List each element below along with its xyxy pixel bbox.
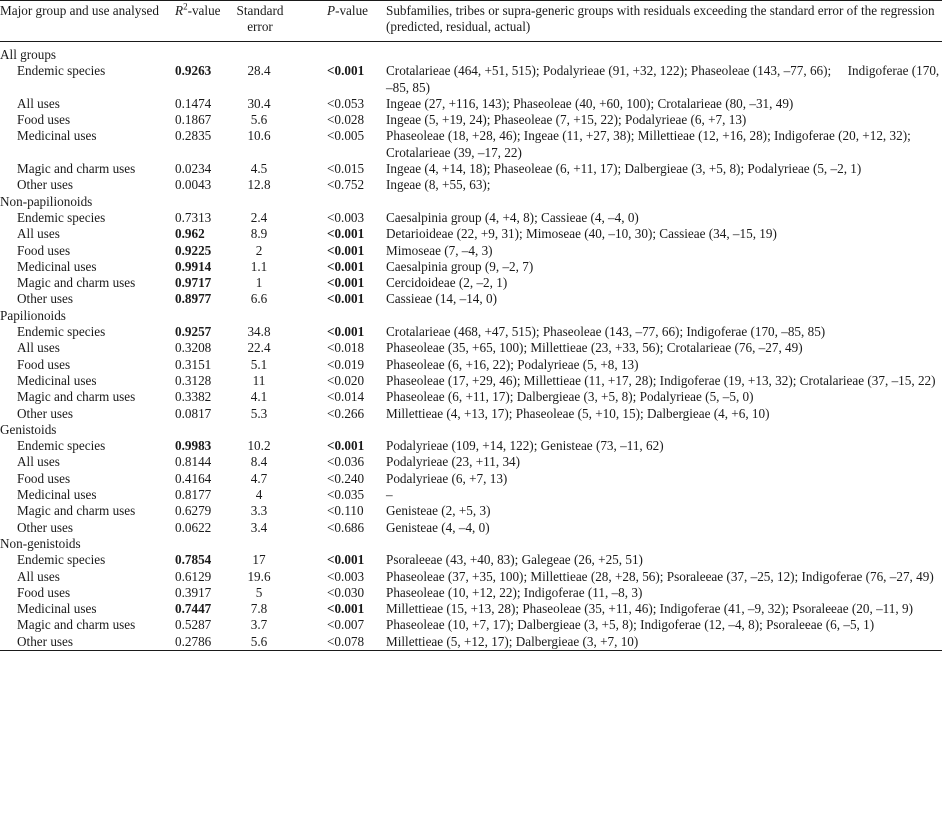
group-label: All groups xyxy=(0,47,57,62)
use-label: Magic and charm uses xyxy=(17,275,136,291)
use-label: Endemic species xyxy=(17,552,106,568)
residuals-text: Phaseoleae (18, +28, 46); Ingeae (11, +27, 38); Millettieae (12, +16, 28); Indigoferae (20, +12, 32); Crotalarieae (39, –17, 22) xyxy=(386,128,911,160)
standard-error-value: 30.4 xyxy=(247,95,271,111)
p-value: <0.240 xyxy=(327,470,365,486)
residuals-text: Podalyrieae (6, +7, 13) xyxy=(386,470,508,486)
table-header xyxy=(0,1,942,42)
r2-value: 0.6279 xyxy=(175,503,212,519)
residuals-text: Mimoseae (7, –4, 3) xyxy=(386,242,493,258)
residuals-text: Crotalarieae (468, +47, 515); Phaseoleae (143, –77, 66); Indigoferae (170, –85, 85) xyxy=(386,324,826,340)
r2-value: 0.0043 xyxy=(175,177,212,193)
group-header-row xyxy=(0,194,942,210)
table-row xyxy=(0,324,942,340)
table-row xyxy=(0,569,942,585)
residuals-text: Cassieae (14, –14, 0) xyxy=(386,291,497,307)
r2-value: 0.3917 xyxy=(175,584,212,600)
p-value: <0.015 xyxy=(327,161,365,177)
residuals-text: Cercidoideae (2, –2, 1) xyxy=(386,275,508,291)
residuals-text: Phaseoleae (10, +12, 22); Indigoferae (11, –8, 3) xyxy=(386,584,643,600)
standard-error-value: 1 xyxy=(255,275,263,291)
standard-error-value: 4.1 xyxy=(250,389,268,405)
use-label: Magic and charm uses xyxy=(17,503,136,519)
standard-error-value: 10.6 xyxy=(247,128,271,144)
p-value: <0.110 xyxy=(327,503,364,519)
table-row xyxy=(0,243,942,259)
table-row xyxy=(0,520,942,536)
p-value: <0.078 xyxy=(327,633,365,649)
use-label: Endemic species xyxy=(17,209,106,225)
group-header-row xyxy=(0,308,942,324)
p-value: <0.036 xyxy=(327,454,365,470)
use-label: Other uses xyxy=(17,177,74,193)
residuals-text: Ingeae (8, +55, 63); xyxy=(386,177,491,193)
r2-value: 0.8977 xyxy=(175,291,212,307)
use-label: Medicinal uses xyxy=(17,128,97,144)
standard-error-value: 5.1 xyxy=(250,356,268,372)
r2-value: 0.2835 xyxy=(175,128,212,144)
r2-value: 0.0622 xyxy=(175,519,212,535)
table-row xyxy=(0,357,942,373)
residuals-text: Ingeae (5, +19, 24); Phaseoleae (7, +15, 22); Podalyrieae (6, +7, 13) xyxy=(386,112,747,128)
standard-error-value: 2.4 xyxy=(250,209,268,225)
use-label: Medicinal uses xyxy=(17,372,97,388)
header-group-use-label: Major group and use analysed xyxy=(0,3,159,18)
residuals-text: Ingeae (27, +116, 143); Phaseoleae (40, +60, 100); Crotalarieae (80, –31, 49) xyxy=(386,95,794,111)
use-label: Other uses xyxy=(17,291,74,307)
use-label: Other uses xyxy=(17,633,74,649)
r2-value: 0.3128 xyxy=(175,372,212,388)
group-label: Papilionoids xyxy=(0,307,66,323)
table-row xyxy=(0,601,942,617)
use-label: Magic and charm uses xyxy=(17,161,136,177)
standard-error-value: 5.6 xyxy=(250,112,268,128)
standard-error-value: 19.6 xyxy=(247,568,271,584)
use-label: Magic and charm uses xyxy=(17,617,136,633)
table-row xyxy=(0,226,942,242)
residuals-text: Millettieae (5, +12, 17); Dalbergieae (3, +7, 10) xyxy=(386,633,639,649)
p-value: <0.001 xyxy=(327,324,365,340)
p-value: <0.001 xyxy=(327,258,365,274)
standard-error-value: 5.6 xyxy=(250,633,268,649)
table-row xyxy=(0,585,942,601)
r2-value: 0.7447 xyxy=(175,601,212,617)
residuals-text: Crotalarieae (464, +51, 515); Podalyrieae (91, +32, 122); Phaseoleae (143, –77, 66); Indigoferae (170, –85, 85) xyxy=(386,63,940,95)
standard-error-value: 4.5 xyxy=(250,161,268,177)
group-label: Non-genistoids xyxy=(0,535,81,551)
standard-error-value: 4 xyxy=(255,487,263,503)
header-r2-suffix: -value xyxy=(187,3,221,18)
standard-error-value: 4.7 xyxy=(250,470,268,486)
r2-value: 0.9983 xyxy=(175,438,212,454)
residuals-text: Phaseoleae (37, +35, 100); Millettieae (28, +28, 56); Psoraleeae (37, –25, 12); Indigoferae (76, –27, 49) xyxy=(386,568,934,584)
use-label: All uses xyxy=(17,568,60,584)
table-row xyxy=(0,161,942,177)
p-value: <0.003 xyxy=(327,568,365,584)
standard-error-value: 6.6 xyxy=(250,291,268,307)
p-value: <0.001 xyxy=(327,601,365,617)
header-p-symbol: P xyxy=(327,3,336,18)
r2-value: 0.8144 xyxy=(175,454,212,470)
standard-error-value: 5 xyxy=(255,584,263,600)
table-row xyxy=(0,552,942,568)
table-row xyxy=(0,373,942,389)
table-row xyxy=(0,389,942,405)
standard-error-value: 1.1 xyxy=(250,258,268,274)
p-value: <0.035 xyxy=(327,487,365,503)
r2-value: 0.8177 xyxy=(175,487,212,503)
use-label: Food uses xyxy=(17,356,71,372)
use-label: Endemic species xyxy=(17,63,106,79)
standard-error-value: 8.9 xyxy=(250,226,268,242)
use-label: Food uses xyxy=(17,584,71,600)
residuals-text: Podalyrieae (109, +14, 122); Genisteae (73, –11, 62) xyxy=(386,438,664,454)
r2-value: 0.0817 xyxy=(175,405,212,421)
use-label: All uses xyxy=(17,95,60,111)
table-row xyxy=(0,487,942,503)
r2-value: 0.4164 xyxy=(175,470,212,486)
p-value: <0.001 xyxy=(327,242,365,258)
table-row xyxy=(0,503,942,519)
table-row xyxy=(0,210,942,226)
r2-value: 0.3151 xyxy=(175,356,212,372)
p-value: <0.001 xyxy=(327,275,365,291)
group-header-row xyxy=(0,42,942,64)
residuals-text: Ingeae (4, +14, 18); Phaseoleae (6, +11, 17); Dalbergieae (3, +5, 8); Podalyrieae (5, –2, 1) xyxy=(386,161,862,177)
standard-error-value: 3.7 xyxy=(250,617,268,633)
residuals-text: Caesalpinia group (9, –2, 7) xyxy=(386,258,534,274)
p-value: <0.266 xyxy=(327,405,365,421)
standard-error-value: 8.4 xyxy=(250,454,268,470)
standard-error-value: 28.4 xyxy=(247,63,271,79)
residuals-text: Phaseoleae (6, +16, 22); Podalyrieae (5, +8, 13) xyxy=(386,356,639,372)
residuals-text: Psoraleeae (43, +40, 83); Galegeae (26, +25, 51) xyxy=(386,552,643,568)
use-label: Medicinal uses xyxy=(17,601,97,617)
header-group-use xyxy=(0,1,162,42)
p-value: <0.030 xyxy=(327,584,365,600)
standard-error-value: 11 xyxy=(252,372,266,388)
r2-value: 0.5287 xyxy=(175,617,212,633)
table-row xyxy=(0,291,942,307)
table-row xyxy=(0,112,942,128)
use-label: All uses xyxy=(17,454,60,470)
group-header-row xyxy=(0,536,942,552)
standard-error-value: 10.2 xyxy=(247,438,271,454)
p-value: <0.686 xyxy=(327,519,365,535)
r2-value: 0.7854 xyxy=(175,552,212,568)
residuals-text: Podalyrieae (23, +11, 34) xyxy=(386,454,521,470)
table-row xyxy=(0,177,942,193)
standard-error-value: 5.3 xyxy=(250,405,268,421)
header-r2-sup: 2 xyxy=(183,1,188,12)
table-row xyxy=(0,259,942,275)
group-label: Non-papilionoids xyxy=(0,193,93,209)
r2-value: 0.962 xyxy=(175,226,205,242)
header-r2-symbol: R xyxy=(175,3,184,18)
use-label: Food uses xyxy=(17,470,71,486)
p-value: <0.014 xyxy=(327,389,365,405)
p-value: <0.028 xyxy=(327,112,365,128)
p-value: <0.005 xyxy=(327,128,365,144)
table-row xyxy=(0,634,942,651)
r2-value: 0.1867 xyxy=(175,112,212,128)
residuals-text: Phaseoleae (17, +29, 46); Millettieae (11, +17, 28); Indigoferae (19, +13, 32); Crotalarieae (37, –15, 22) xyxy=(386,372,936,388)
residuals-text: Detarioideae (22, +9, 31); Mimoseae (40, –10, 30); Cassieae (34, –15, 19) xyxy=(386,226,777,242)
residuals-text: Millettieae (15, +13, 28); Phaseoleae (35, +11, 46); Indigoferae (41, –9, 32); Psoraleeae (20, –11, 9) xyxy=(386,601,913,617)
table-row xyxy=(0,438,942,454)
p-value: <0.001 xyxy=(327,291,365,307)
use-label: All uses xyxy=(17,226,60,242)
residuals-text: Phaseoleae (35, +65, 100); Millettieae (23, +33, 56); Crotalarieae (76, –27, 49) xyxy=(386,340,803,356)
table-row xyxy=(0,340,942,356)
standard-error-value: 3.4 xyxy=(250,519,268,535)
header-residuals xyxy=(386,1,942,42)
standard-error-value: 34.8 xyxy=(247,324,271,340)
use-label: Medicinal uses xyxy=(17,258,97,274)
header-r2 xyxy=(162,1,234,42)
r2-value: 0.9257 xyxy=(175,324,212,340)
use-label: Food uses xyxy=(17,242,71,258)
table-body xyxy=(0,42,942,651)
p-value: <0.001 xyxy=(327,552,365,568)
header-standard-error xyxy=(234,1,314,42)
p-value: <0.020 xyxy=(327,372,365,388)
r2-value: 0.3208 xyxy=(175,340,212,356)
standard-error-value: 2 xyxy=(255,242,263,258)
r2-value: 0.2786 xyxy=(175,633,212,649)
p-value: <0.018 xyxy=(327,340,365,356)
p-value: <0.007 xyxy=(327,617,365,633)
residuals-text: Genisteae (2, +5, 3) xyxy=(386,503,491,519)
p-value: <0.003 xyxy=(327,209,365,225)
r2-value: 0.3382 xyxy=(175,389,212,405)
r2-value: 0.1474 xyxy=(175,95,212,111)
standard-error-value: 12.8 xyxy=(247,177,271,193)
group-header-row xyxy=(0,422,942,438)
standard-error-value: 17 xyxy=(252,552,266,568)
r2-value: 0.9914 xyxy=(175,258,212,274)
header-standard-error-label: Standard error xyxy=(236,3,284,34)
standard-error-value: 3.3 xyxy=(250,503,268,519)
p-value: <0.019 xyxy=(327,356,365,372)
r2-value: 0.9225 xyxy=(175,242,212,258)
table-row xyxy=(0,471,942,487)
header-residuals-label: Subfamilies, tribes or supra-generic groups with residuals exceeding the standard error of the regression (predicted, residual, actual) xyxy=(386,3,935,34)
standard-error-value: 7.8 xyxy=(250,601,268,617)
residuals-text: Phaseoleae (10, +7, 17); Dalbergieae (3, +5, 8); Indigoferae (12, –4, 8); Psoraleeae (6, –5, 1) xyxy=(386,617,875,633)
use-label: Medicinal uses xyxy=(17,487,97,503)
p-value: <0.001 xyxy=(327,63,365,79)
r2-value: 0.6129 xyxy=(175,568,212,584)
residuals-text: Genisteae (4, –4, 0) xyxy=(386,519,490,535)
header-p-suffix: -value xyxy=(335,3,369,18)
use-label: Magic and charm uses xyxy=(17,389,136,405)
table-row xyxy=(0,406,942,422)
residuals-text: Phaseoleae (6, +11, 17); Dalbergieae (3, +5, 8); Podalyrieae (5, –5, 0) xyxy=(386,389,754,405)
p-value: <0.053 xyxy=(327,95,365,111)
use-label: Endemic species xyxy=(17,438,106,454)
group-label: Genistoids xyxy=(0,421,57,437)
use-label: Other uses xyxy=(17,519,74,535)
use-label: Endemic species xyxy=(17,324,106,340)
residuals-text: – xyxy=(386,487,393,503)
p-value: <0.001 xyxy=(327,226,365,242)
table-row xyxy=(0,454,942,470)
use-label: Other uses xyxy=(17,405,74,421)
residuals-text: Caesalpinia group (4, +4, 8); Cassieae (4, –4, 0) xyxy=(386,209,639,225)
p-value: <0.752 xyxy=(327,177,365,193)
table-row xyxy=(0,128,942,161)
use-label: Food uses xyxy=(17,112,71,128)
r2-value: 0.7313 xyxy=(175,209,212,225)
table-row xyxy=(0,96,942,112)
residuals-text: Millettieae (4, +13, 17); Phaseoleae (5, +10, 15); Dalbergieae (4, +6, 10) xyxy=(386,405,770,421)
standard-error-value: 22.4 xyxy=(247,340,271,356)
use-label: All uses xyxy=(17,340,60,356)
r2-value: 0.9717 xyxy=(175,275,212,291)
table-row xyxy=(0,617,942,633)
r2-value: 0.9263 xyxy=(175,63,212,79)
p-value: <0.001 xyxy=(327,438,365,454)
r2-value: 0.0234 xyxy=(175,161,212,177)
table-row xyxy=(0,275,942,291)
table-row xyxy=(0,63,942,96)
header-p-value xyxy=(314,1,386,42)
